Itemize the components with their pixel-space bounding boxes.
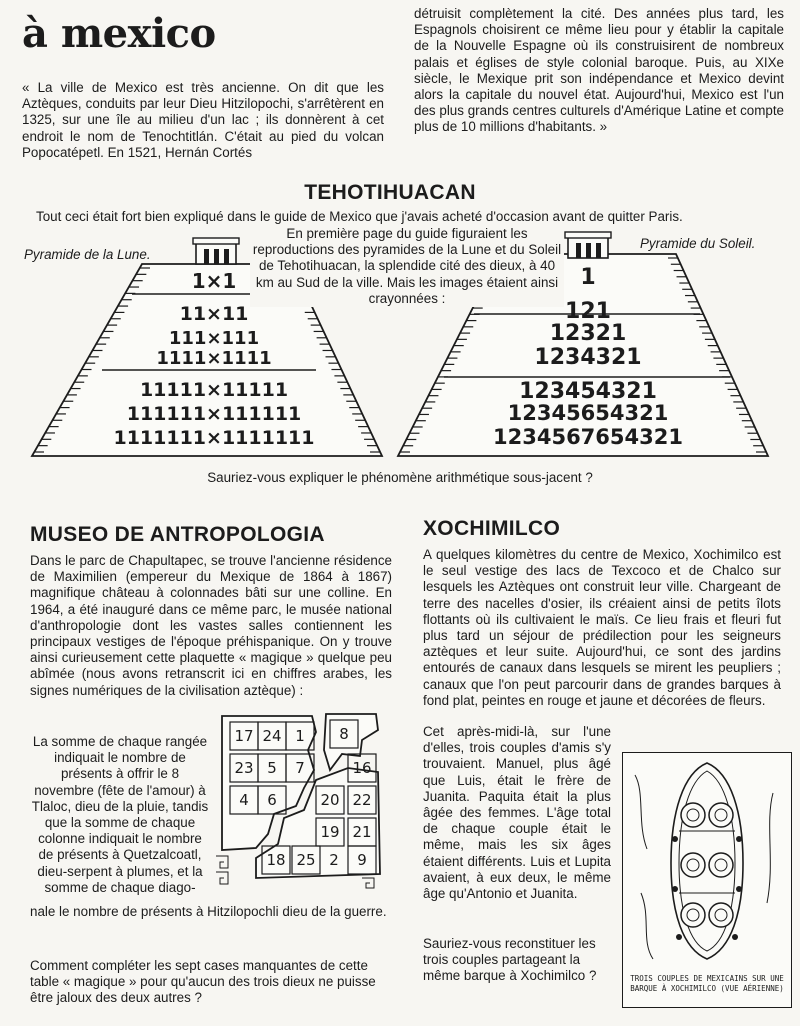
sun-row-5: 123454321 <box>519 379 657 404</box>
moon-row-6: 111111×111111 <box>126 403 302 425</box>
museo-paragraph: Dans le parc de Chapultapec, se trouve l'ancienne résidence de Maximilien (empereur du Mexique de 1864 à 1867) magnifique château à colonnades bâti sur une colline. En 1964, a été inauguré dans ce même parc, le musée national d'anthropologie dont les vastes salles contiennent les principaux vestiges de l'époque préhispanique. On y trouve ainsi curieusement cette plaquette « magique » quelque peu abîmée (nous avons retranscrit ici en chiffres arabes, les signes numériques de la civilisation aztèque) : <box>30 553 392 698</box>
xochimilco-paragraph: A quelques kilomètres du centre de Mexico, Xochimilco est le seul vestige des lacs de Texcoco et de Chalco sur lesquels les Aztèques ont construit leur ville. Chargeant de terre des nacelles d'osier, ils créaient ainsi de petits îlots flottants où ils cultivaient le maïs. Ce lieu frais et fleuri fut plus tard un séjour de prédilection pour les seigneurs aztèques et leur suite. Aujourd'hui, ce sont des jardins entourés de canaux dans lesquels se mirent les peupliers ; canaux que l'on peut parcourir dans de grandes barques à fond plat, peintes en rouge et jaune et décorées de fleurs. <box>423 547 781 708</box>
tablet-number: 9 <box>357 851 367 869</box>
tablet-number: 20 <box>320 791 340 809</box>
tablet-number: 23 <box>234 759 254 777</box>
teotihuacan-question: Sauriez-vous expliquer le phénomène arithmétique sous-jacent ? <box>207 470 593 485</box>
museo-closing-question: Comment compléter les sept cases manquantes de cette table « magique » pour qu'aucun des trois dieux ne puisse être jaloux des deux autres ? <box>30 958 376 1006</box>
sun-row-7: 1234567654321 <box>493 425 683 449</box>
sun-row-6: 12345654321 <box>507 401 669 425</box>
tablet-number: 2 <box>329 851 339 869</box>
intro-paragraph-continued: détruisit complètement la cité. Des années plus tard, les Espagnols choisirent ce même lieu pour y établir la capitale de la Nouvelle Espagne où ils construisirent de nombreux palais et églises de style colonial baroque. Puis, au XIXe siècle, le Mexique prit son indépendance et Mexico devint alors la capitale du nouvel état. Aujourd'hui, Mexico est l'un des plus grands centres culturels d'Amérique Latine et compte plus de 10 millions d'habitants. » <box>414 6 784 135</box>
magic-tablet <box>212 710 392 894</box>
moon-row-4: 1111×1111 <box>156 348 272 369</box>
tablet-number: 21 <box>352 823 372 841</box>
tablet-number: 4 <box>239 791 249 809</box>
boat-illustration-frame <box>622 752 792 1008</box>
tablet-number: 18 <box>266 851 286 869</box>
tablet-number: 22 <box>352 791 372 809</box>
boat-drawing <box>623 753 791 965</box>
tablet-number: 1 <box>295 727 305 745</box>
teotihuacan-intro-line: Tout ceci était fort bien expliqué dans le guide de Mexico que j'avais acheté d'occasion avant de quitter Paris. <box>36 209 683 224</box>
moon-row-2: 11×11 <box>179 303 249 325</box>
intro-paragraph: « La ville de Mexico est très ancienne. On dit que les Aztèques, conduits par leur Dieu Hitzilopochi, s'arrêtèrent en 1325, sur une île au milieu d'un lac ; ils donnèrent à cet endroit le nom de Tenochtitlán. C'était au pied du volcan Popocatépetl. En 1521, Hernán Cortés <box>22 80 384 160</box>
tablet-number: 17 <box>234 727 254 745</box>
tablet-number: 25 <box>296 851 316 869</box>
sun-row-3: 12321 <box>549 321 627 346</box>
museo-side-text: La somme de chaque rangée indiquait le nombre de présents à offrir le 8 novembre (fête de l'amour) à Tlaloc, dieu de la pluie, tandis que la somme de chaque colonne indiquait le nombre de présents à Quetzalcoatl, dieu-serpent à plumes, et la somme de chaque diago- <box>31 734 209 895</box>
tablet-number: 5 <box>267 759 277 777</box>
page-title: à mexico <box>22 10 216 57</box>
section-heading-museo: MUSEO DE ANTROPOLOGIA <box>30 523 325 546</box>
label-moon-pyramid: Pyramide de la Lune. <box>24 247 151 262</box>
tablet-number: 19 <box>320 823 340 841</box>
label-sun-pyramid: Pyramide du Soleil. <box>640 236 756 251</box>
sun-row-1: 1 <box>580 265 596 290</box>
sun-row-2: 121 <box>565 299 611 324</box>
tablet-number: 8 <box>339 725 349 743</box>
section-heading-xochimilco: XOCHIMILCO <box>423 517 561 540</box>
museo-side-text-continued: nale le nombre de présents à Hitzilopochli dieu de la guerre. <box>30 904 387 919</box>
boat-caption: TROIS COUPLES DE MEXICAINS SUR UNE BARQUE À XOCHIMILCO (VUE AÉRIENNE) <box>630 974 784 993</box>
tablet-number: 24 <box>262 727 282 745</box>
section-heading-teotihuacan: TEHOTIHUACAN <box>304 181 476 204</box>
tablet-number: 16 <box>352 759 372 777</box>
xochimilco-question: Sauriez-vous reconstituer les trois couples partageant la même barque à Xochimilco ? <box>423 936 597 984</box>
moon-row-7: 1111111×1111111 <box>113 427 315 449</box>
moon-row-1: 1×1 <box>191 269 237 293</box>
xochimilco-side-text: Cet après-midi-là, sur l'une d'elles, trois couples d'amis s'y trouvaient. Manuel, plus âgé que Luis, était le frère de Juanita. Paquita était la plus âgée des femmes. L'âge total de chaque couple était le même, mais les six âges étaient différents. Luis et Lupita avaient, à eux deux, le même âge qu'Antonio et Juanita. <box>423 724 611 902</box>
sun-row-4: 1234321 <box>534 345 642 370</box>
moon-row-3: 111×111 <box>168 328 260 349</box>
tablet-number: 6 <box>267 791 277 809</box>
moon-row-5: 11111×11111 <box>139 379 289 401</box>
teotihuacan-center-text: En première page du guide figuraient les reproductions des pyramides de la Lune et du Soleil de Tehotihuacan, la splendide cité des dieux, à 40 km au Sud de la ville. Mais les images étaient ainsi crayonnées : <box>250 226 564 307</box>
tablet-number: 7 <box>295 759 305 777</box>
